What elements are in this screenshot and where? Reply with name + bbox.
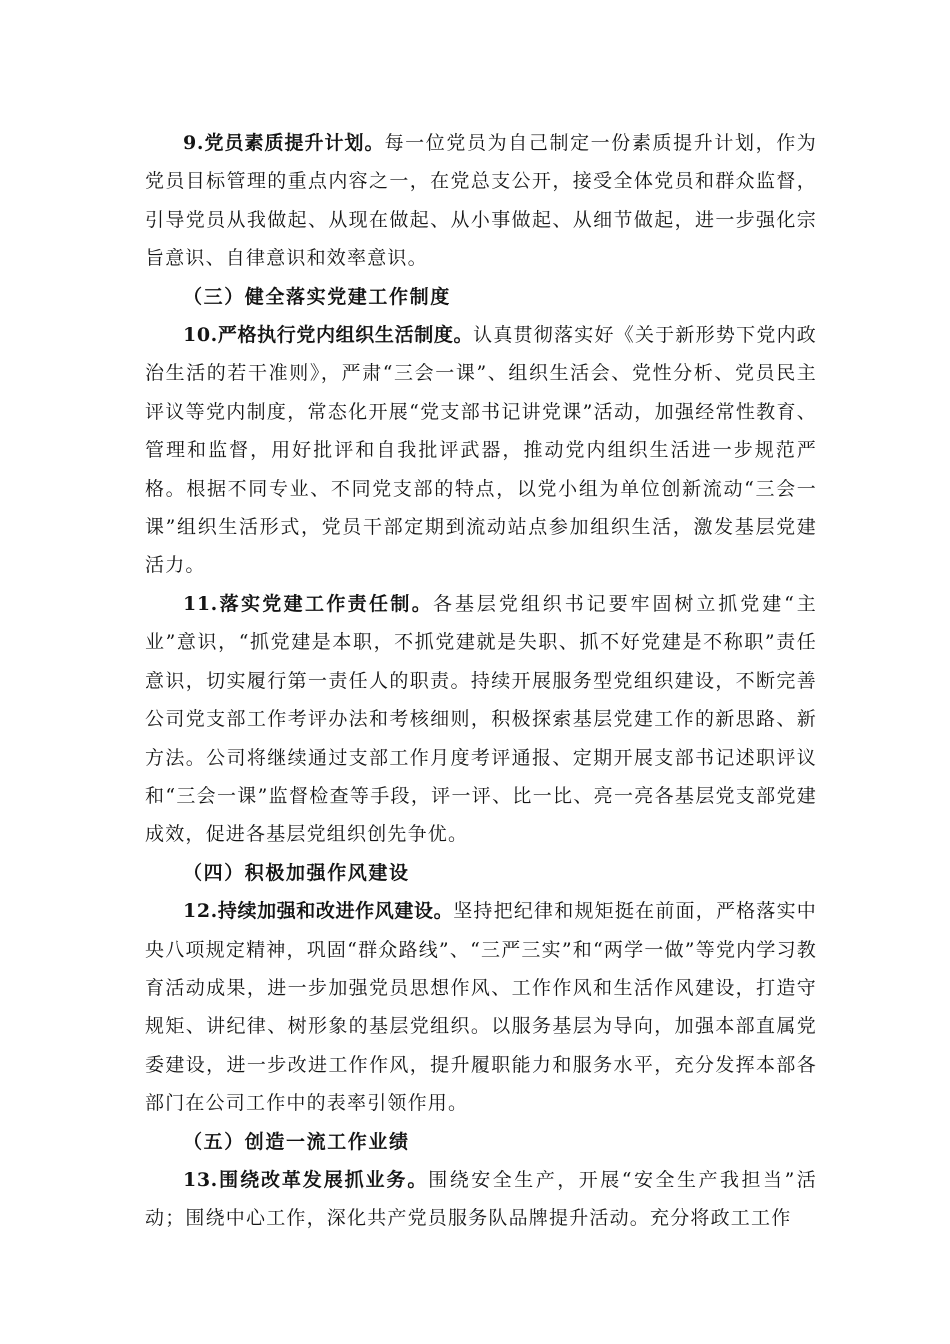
paragraph-11 xyxy=(145,585,817,854)
paragraph-lead: 9.党员素质提升计划。 xyxy=(183,132,385,154)
paragraph-lead: 12.持续加强和改进作风建设。 xyxy=(183,900,454,923)
paragraph-lead: 10.严格执行党内组织生活制度。 xyxy=(183,324,474,347)
paragraph-text: 坚持把纪律和规矩挺在前面，严格落实中央八项规定精神，巩固“群众路线”、“三严三实”和“两学一做”等党内学习教育活动成果，进一步加强党员思想作风、工作作风和生活作风建设，打造守规矩、讲纪律、树形象的基层党组织。以服务基层为导向，加强本部直属党委建设，进一步改进工作作风，提升履职能力和服务水平，充分发挥本部各部门在公司工作中的表率引领作用。 xyxy=(145,900,817,1115)
section-heading-4: （四）积极加强作风建设 xyxy=(183,861,410,884)
paragraph-lead: 13.围绕改革发展抓业务。 xyxy=(183,1168,429,1191)
document-page xyxy=(145,124,817,1238)
paragraph-text: 认真贯彻落实好《关于新形势下党内政治生活的若干准则》，严肃“三会一课”、组织生活会、党性分析、党员民主评议等党内制度，常态化开展“党支部书记讲党课”活动，加强经常性教育、管理和监督，用好批评和自我批评武器，推动党内组织生活进一步规范严格。根据不同专业、不同党支部的特点，以党小组为单位创新流动“三会一课”组织生活形式，党员干部定期到流动站点参加组织生活，激发基层党建活力。 xyxy=(145,324,817,577)
paragraph-text: 围绕安全生产，开展“安全生产我担当”活动；围绕中心工作，深化共产党员服务队品牌提升活动。充分将政工工作 xyxy=(145,1168,817,1230)
paragraph-13 xyxy=(145,1161,817,1238)
paragraph-lead: 11.落实党建工作责任制。 xyxy=(183,592,434,615)
section-heading-5: （五）创造一流工作业绩 xyxy=(183,1130,410,1153)
paragraph-9 xyxy=(145,124,817,278)
paragraph-10 xyxy=(145,316,817,585)
paragraph-text: 各基层党组织书记要牢固树立抓党建“主业”意识，“抓党建是本职，不抓党建就是失职、抓不好党建是不称职”责任意识，切实履行第一责任人的职责。持续开展服务型党组织建设，不断完善公司党支部工作考评办法和考核细则，积极探索基层党建工作的新思路、新方法。公司将继续通过支部工作月度考评通报、定期开展支部书记述职评议和“三会一课”监督检查等手段，评一评、比一比、亮一亮各基层党支部党建成效，促进各基层党组织创先争优。 xyxy=(145,592,817,846)
paragraph-text: 每一位党员为自己制定一份素质提升计划，作为党员目标管理的重点内容之一，在党总支公开，接受全体党员和群众监督，引导党员从我做起、从现在做起、从小事做起、从细节做起，进一步强化宗旨意识、自律意识和效率意识。 xyxy=(145,132,818,270)
paragraph-12 xyxy=(145,892,817,1122)
section-heading-3: （三）健全落实党建工作制度 xyxy=(183,285,451,308)
